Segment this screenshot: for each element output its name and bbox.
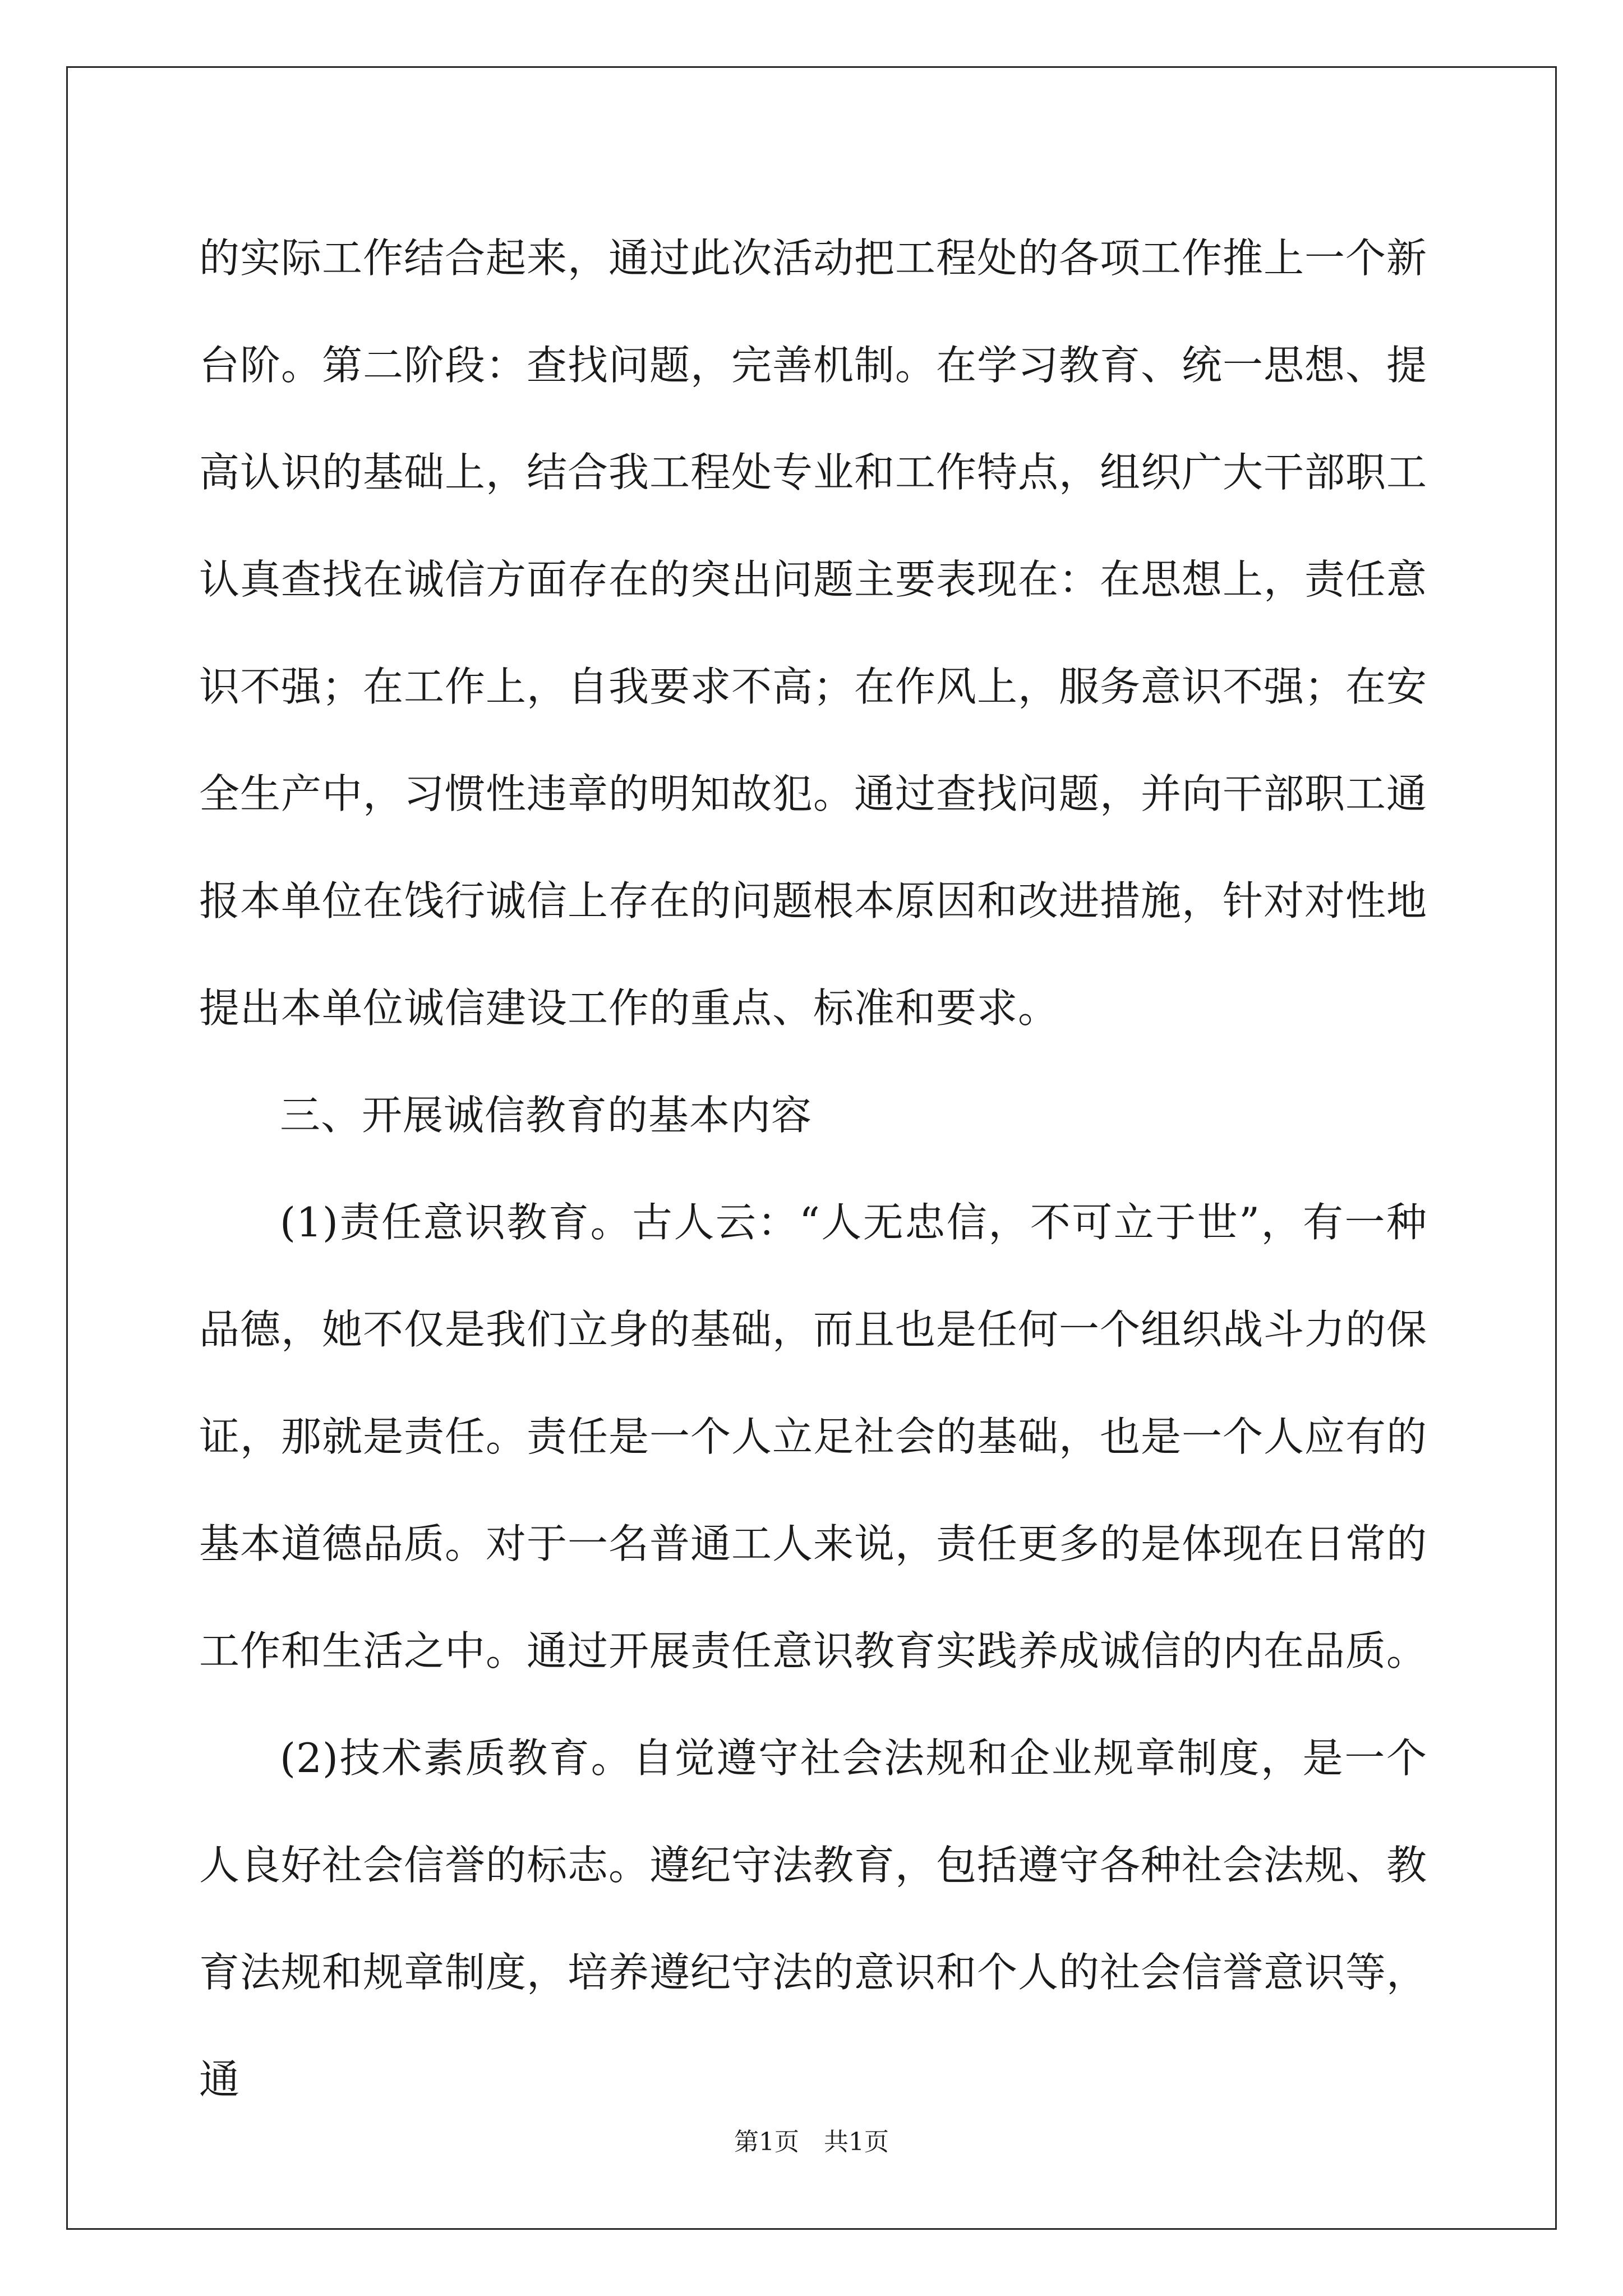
paragraph-1: 的实际工作结合起来，通过此次活动把工程处的各项工作推上一个新台阶。第二阶段：查找问题，完善机制。在学习教育、统一思想、提高认识的基础上，结合我工程处专业和工作特点，组织广大干部职工认真查找在诚信方面存在的突出问题主要表现在：在思想上，责任意识不强；在工作上，自我要求不高；在作风上，服务意识不强；在安全生产中，习惯性违章的明知故犯。通过查找问题，并向干部职工通报本单位在饯行诚信上存在的问题根本原因和改进措施，针对对性地提出本单位诚信建设工作的重点、标准和要求。 [199,234,1428,1032]
page-footer: 第1页 共1页 [734,2128,889,2156]
document-body [199,205,1427,2133]
paragraph-responsibility: (1)责任意识教育。古人云：“人无忠信，不可立于世”，有一种品德，她不仅是我们立身的基础，而且也是任何一个组织战斗力的保证，那就是责任。责任是一个人立足社会的基础，也是一个人应有的基本道德品质。对于一名普通工人来说，责任更多的是体现在日常的工作和生活之中。通过开展责任意识教育实践养成诚信的内在品质。 [199,1199,1428,1674]
section-heading: 三、开展诚信教育的基本内容 [280,1092,813,1139]
paragraph-technical: (2)技术素质教育。自觉遵守社会法规和企业规章制度，是一个人良好社会信誉的标志。遵纪守法教育，包括遵守各种社会法规、教育法规和规章制度，培养遵纪守法的意识和个人的社会信誉意识等，通 [199,1734,1428,2103]
